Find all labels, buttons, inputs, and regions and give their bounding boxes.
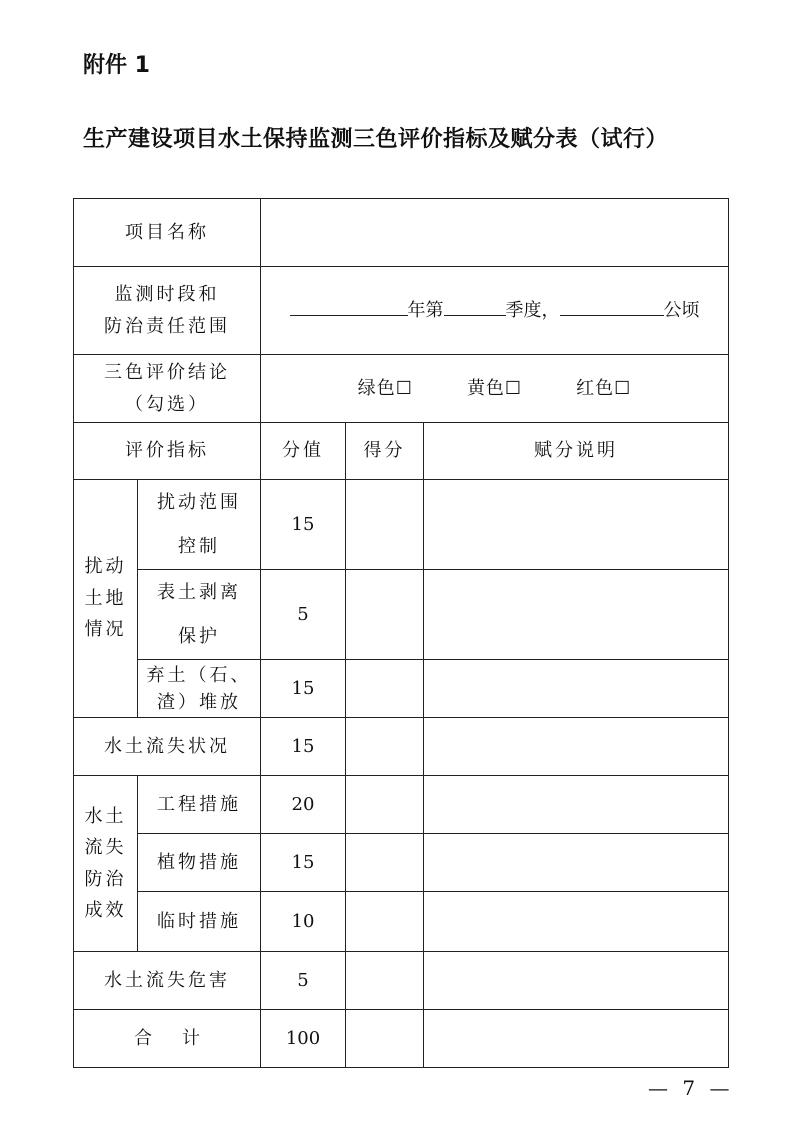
indicator-line2: 保护 [178,625,220,647]
table-row [74,480,729,570]
indicator-line1: 表土剥离 [157,582,241,604]
indicator-cell [138,570,261,660]
table-row [74,952,729,1010]
red-checkbox[interactable]: 红色☐ [576,377,632,399]
score-cell[interactable] [346,480,424,570]
explanation-cell[interactable] [424,480,729,570]
score-cell[interactable] [346,892,424,952]
total-score-cell[interactable] [346,1010,424,1068]
evaluation-score-table [73,198,729,1068]
explanation-header: 赋分说明 [424,423,729,480]
period-label-line1: 监测时段和 [114,284,220,305]
year-blank[interactable] [290,295,408,316]
value-cell: 15 [261,480,346,570]
table-row [74,660,729,718]
prevention-group-line3: 防治 [84,868,127,890]
value-cell: 15 [261,718,346,776]
conclusion-row [74,355,729,423]
disturbance-group-label [74,480,138,718]
project-name-field[interactable] [261,199,729,267]
indicator-cell [138,480,261,570]
total-label: 合计 [134,1027,230,1049]
score-cell[interactable] [346,570,424,660]
conclusion-options [261,355,729,423]
yellow-checkbox[interactable]: 黄色☐ [466,377,523,399]
project-name-label: 项目名称 [74,199,261,267]
value-cell: 5 [261,952,346,1010]
score-header: 得分 [346,423,424,480]
prevention-group-line2: 流失 [84,837,127,858]
quarter-suffix: 季度， [505,299,560,321]
value-cell: 10 [261,892,346,952]
indicator-cell: 植物措施 [138,834,261,892]
table-row [74,776,729,834]
document-title: 生产建设项目水土保持监测三色评价指标及赋分表（试行） [83,127,669,152]
green-checkbox[interactable]: 绿色☐ [357,377,413,399]
explanation-cell[interactable] [424,718,729,776]
explanation-cell[interactable] [424,570,729,660]
explanation-cell[interactable] [424,892,729,952]
total-explanation-cell[interactable] [424,1010,729,1068]
table-row [74,570,729,660]
period-label [74,267,261,355]
period-row [74,267,729,355]
year-suffix: 年第 [407,299,444,321]
project-name-row [74,199,729,267]
score-cell[interactable] [346,834,424,892]
disturbance-group-line1: 扰动 [84,556,127,578]
value-cell: 15 [261,660,346,718]
total-value-cell: 100 [261,1010,346,1068]
area-blank[interactable] [560,295,664,316]
indicator-cell: 水土流失危害 [74,952,261,1010]
indicator-header: 评价指标 [74,423,261,480]
score-cell[interactable] [346,776,424,834]
area-unit: 公顷 [663,299,700,321]
disturbance-group-line2: 土地 [84,587,127,609]
period-label-line2: 防治责任范围 [104,315,230,337]
score-cell[interactable] [346,718,424,776]
conclusion-label [74,355,261,423]
prevention-group-line1: 水土 [84,805,127,827]
indicator-line1: 扰动范围 [157,492,241,514]
indicator-line1: 弃土（石、 [146,664,252,686]
page-number: — 7 — [648,1076,734,1100]
indicator-line2: 控制 [178,535,220,557]
indicator-cell: 水土流失状况 [74,718,261,776]
value-cell: 20 [261,776,346,834]
explanation-cell[interactable] [424,776,729,834]
prevention-group-line4: 成效 [84,900,127,921]
value-cell: 5 [261,570,346,660]
quarter-blank[interactable] [444,295,506,316]
table-row [74,834,729,892]
disturbance-group-line3: 情况 [84,619,127,641]
period-field [261,267,729,355]
indicator-cell: 工程措施 [138,776,261,834]
explanation-cell[interactable] [424,952,729,1010]
table-row [74,892,729,952]
conclusion-label-line1: 三色评价结论 [104,362,230,383]
explanation-cell[interactable] [424,660,729,718]
conclusion-label-line2: （勾选） [125,393,209,415]
score-cell[interactable] [346,952,424,1010]
total-label-cell [74,1010,261,1068]
indicator-line2: 渣）堆放 [157,691,241,713]
attachment-label: 附件 1 [83,53,150,78]
explanation-cell[interactable] [424,834,729,892]
score-cell[interactable] [346,660,424,718]
total-row [74,1010,729,1068]
column-header-row [74,423,729,480]
value-header: 分值 [261,423,346,480]
indicator-cell: 临时措施 [138,892,261,952]
prevention-group-label [74,776,138,952]
table-row [74,718,729,776]
indicator-cell [138,660,261,718]
value-cell: 15 [261,834,346,892]
